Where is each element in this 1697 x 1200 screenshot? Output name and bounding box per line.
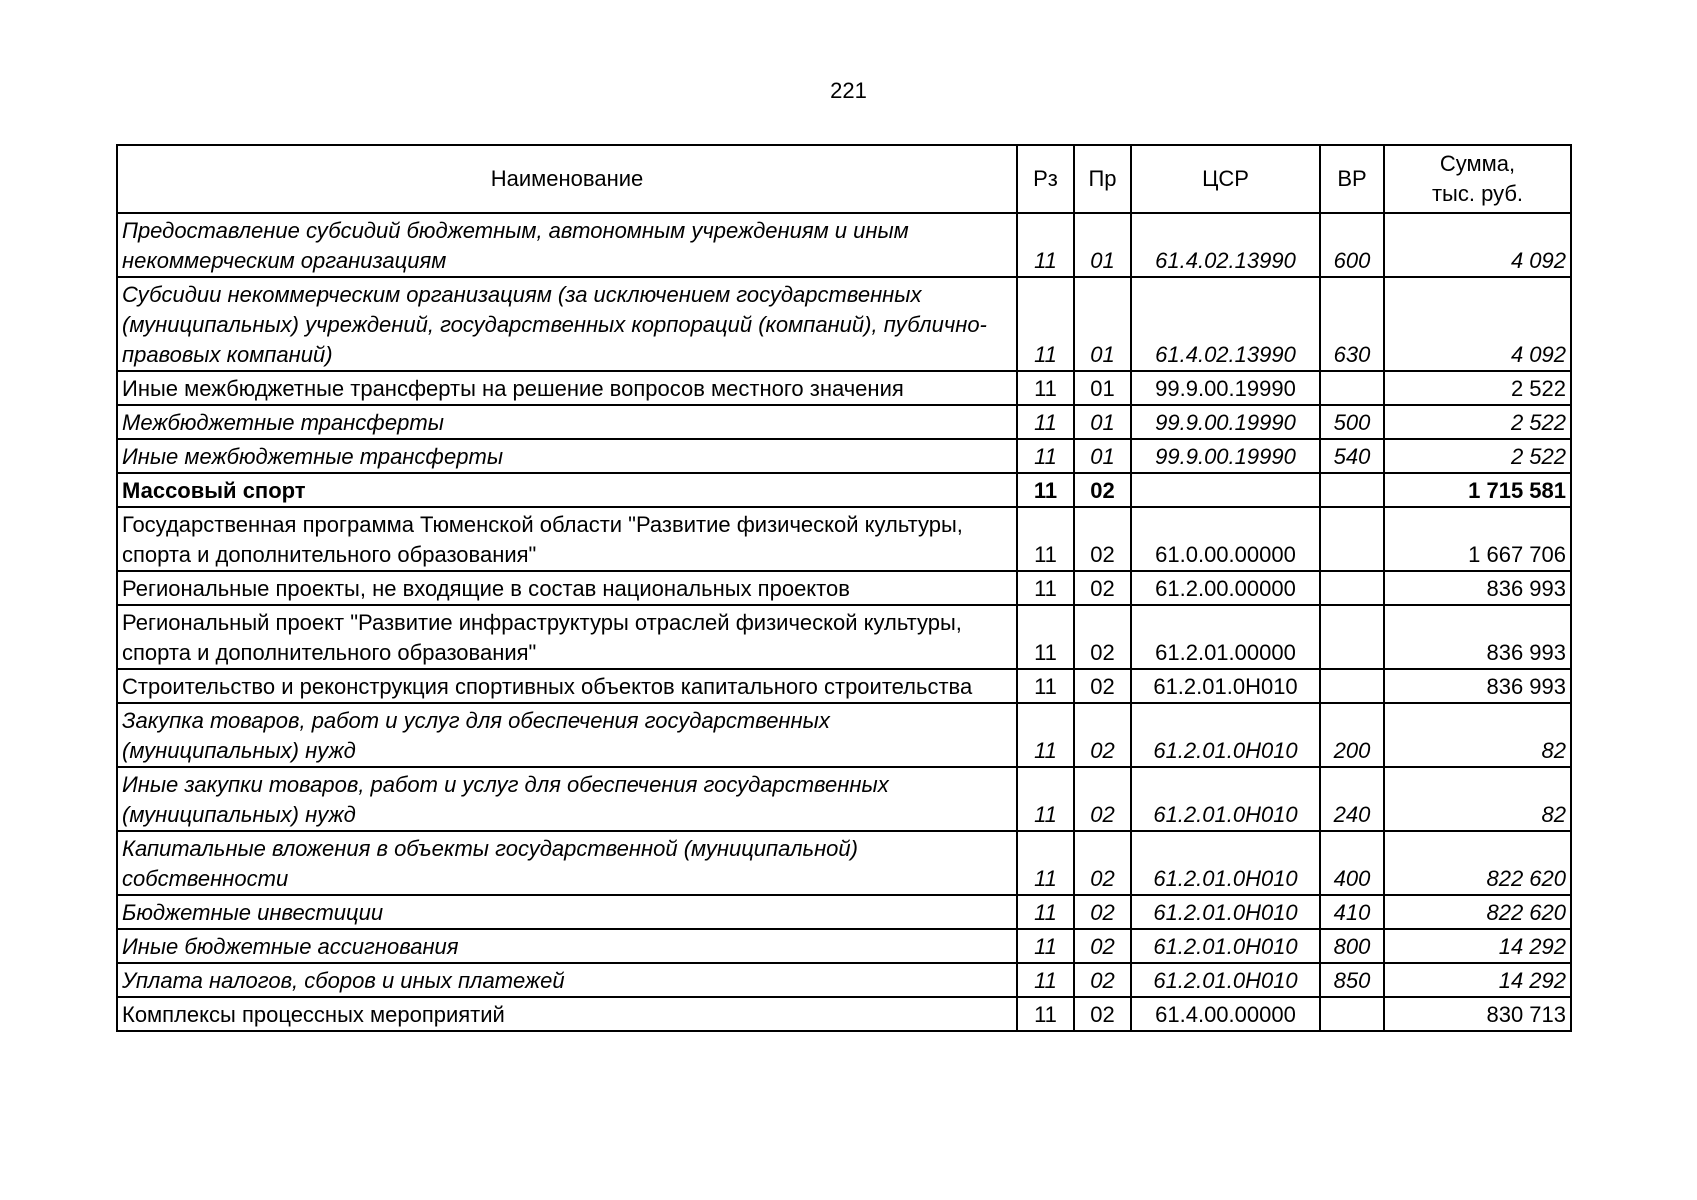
table-header-row xyxy=(117,145,1571,213)
cell-rz: 11 xyxy=(1017,963,1074,997)
table-row xyxy=(117,473,1571,507)
cell-name: Иные бюджетные ассигнования xyxy=(117,929,1017,963)
budget-table xyxy=(116,144,1572,1032)
table-row xyxy=(117,213,1571,277)
cell-name: Межбюджетные трансферты xyxy=(117,405,1017,439)
cell-rz: 11 xyxy=(1017,571,1074,605)
cell-rz: 11 xyxy=(1017,405,1074,439)
cell-pr: 02 xyxy=(1074,767,1131,831)
cell-name: Региональный проект "Развитие инфраструктуры отраслей физической культуры, спорта и дополнительного образования" xyxy=(117,605,1017,669)
cell-sum: 1 715 581 xyxy=(1384,473,1571,507)
cell-sum: 2 522 xyxy=(1384,405,1571,439)
cell-sum: 4 092 xyxy=(1384,277,1571,371)
cell-name: Бюджетные инвестиции xyxy=(117,895,1017,929)
cell-name: Уплата налогов, сборов и иных платежей xyxy=(117,963,1017,997)
cell-vr xyxy=(1320,669,1384,703)
cell-pr: 02 xyxy=(1074,831,1131,895)
table-row xyxy=(117,371,1571,405)
table-row xyxy=(117,669,1571,703)
cell-pr: 01 xyxy=(1074,277,1131,371)
header-sum-line2: тыс. руб. xyxy=(1431,181,1524,206)
cell-pr: 02 xyxy=(1074,963,1131,997)
cell-vr: 240 xyxy=(1320,767,1384,831)
cell-sum: 82 xyxy=(1384,703,1571,767)
cell-sum: 836 993 xyxy=(1384,571,1571,605)
cell-csr: 61.2.00.00000 xyxy=(1131,571,1320,605)
cell-pr: 02 xyxy=(1074,473,1131,507)
cell-pr: 02 xyxy=(1074,507,1131,571)
cell-csr: 61.2.01.0Н010 xyxy=(1131,669,1320,703)
cell-vr: 400 xyxy=(1320,831,1384,895)
cell-rz: 11 xyxy=(1017,605,1074,669)
cell-name: Массовый спорт xyxy=(117,473,1017,507)
cell-rz: 11 xyxy=(1017,831,1074,895)
cell-pr: 01 xyxy=(1074,439,1131,473)
header-sum-line1: Сумма, xyxy=(1439,151,1516,176)
cell-vr xyxy=(1320,371,1384,405)
cell-name: Предоставление субсидий бюджетным, автономным учреждениям и иным некоммерческим организациям xyxy=(117,213,1017,277)
cell-vr xyxy=(1320,605,1384,669)
cell-vr: 500 xyxy=(1320,405,1384,439)
cell-vr xyxy=(1320,473,1384,507)
cell-csr: 61.2.01.0Н010 xyxy=(1131,929,1320,963)
header-pr: Пр xyxy=(1074,145,1131,213)
cell-csr: 61.2.01.0Н010 xyxy=(1131,895,1320,929)
cell-vr: 600 xyxy=(1320,213,1384,277)
cell-name: Иные закупки товаров, работ и услуг для обеспечения государственных (муниципальных) нужд xyxy=(117,767,1017,831)
table-row xyxy=(117,605,1571,669)
cell-vr: 800 xyxy=(1320,929,1384,963)
cell-rz: 11 xyxy=(1017,895,1074,929)
cell-pr: 02 xyxy=(1074,703,1131,767)
table-row xyxy=(117,929,1571,963)
cell-csr: 61.4.00.00000 xyxy=(1131,997,1320,1031)
cell-rz: 11 xyxy=(1017,767,1074,831)
cell-pr: 01 xyxy=(1074,371,1131,405)
cell-name: Региональные проекты, не входящие в состав национальных проектов xyxy=(117,571,1017,605)
cell-name: Капитальные вложения в объекты государственной (муниципальной) собственности xyxy=(117,831,1017,895)
cell-pr: 02 xyxy=(1074,929,1131,963)
cell-sum: 822 620 xyxy=(1384,831,1571,895)
cell-rz: 11 xyxy=(1017,473,1074,507)
cell-name: Субсидии некоммерческим организациям (за исключением государственных (муниципальных) учреждений, государственных корпораций (компаний), публично-правовых компаний) xyxy=(117,277,1017,371)
table-row xyxy=(117,405,1571,439)
table-row xyxy=(117,277,1571,371)
cell-name: Строительство и реконструкция спортивных объектов капитального строительства xyxy=(117,669,1017,703)
cell-csr: 61.2.01.00000 xyxy=(1131,605,1320,669)
cell-pr: 02 xyxy=(1074,605,1131,669)
table-row xyxy=(117,703,1571,767)
cell-rz: 11 xyxy=(1017,213,1074,277)
cell-csr: 61.2.01.0Н010 xyxy=(1131,963,1320,997)
cell-vr xyxy=(1320,571,1384,605)
cell-sum: 1 667 706 xyxy=(1384,507,1571,571)
cell-vr xyxy=(1320,507,1384,571)
cell-rz: 11 xyxy=(1017,439,1074,473)
cell-sum: 2 522 xyxy=(1384,371,1571,405)
cell-csr: 61.2.01.0Н010 xyxy=(1131,831,1320,895)
cell-name: Закупка товаров, работ и услуг для обеспечения государственных (муниципальных) нужд xyxy=(117,703,1017,767)
table-row xyxy=(117,439,1571,473)
cell-vr: 410 xyxy=(1320,895,1384,929)
cell-sum: 830 713 xyxy=(1384,997,1571,1031)
cell-pr: 01 xyxy=(1074,405,1131,439)
cell-csr: 99.9.00.19990 xyxy=(1131,405,1320,439)
header-rz: Рз xyxy=(1017,145,1074,213)
table-row xyxy=(117,507,1571,571)
cell-name: Государственная программа Тюменской области "Развитие физической культуры, спорта и дополнительного образования" xyxy=(117,507,1017,571)
cell-pr: 02 xyxy=(1074,997,1131,1031)
cell-pr: 02 xyxy=(1074,571,1131,605)
cell-csr: 99.9.00.19990 xyxy=(1131,371,1320,405)
cell-sum: 836 993 xyxy=(1384,669,1571,703)
cell-vr: 200 xyxy=(1320,703,1384,767)
cell-rz: 11 xyxy=(1017,703,1074,767)
cell-vr: 630 xyxy=(1320,277,1384,371)
cell-pr: 02 xyxy=(1074,895,1131,929)
header-csr: ЦСР xyxy=(1131,145,1320,213)
cell-sum: 4 092 xyxy=(1384,213,1571,277)
table-row xyxy=(117,831,1571,895)
cell-rz: 11 xyxy=(1017,929,1074,963)
cell-sum: 82 xyxy=(1384,767,1571,831)
cell-vr: 850 xyxy=(1320,963,1384,997)
cell-sum: 2 522 xyxy=(1384,439,1571,473)
header-sum xyxy=(1384,145,1571,213)
cell-rz: 11 xyxy=(1017,277,1074,371)
cell-csr: 61.4.02.13990 xyxy=(1131,277,1320,371)
cell-name: Иные межбюджетные трансферты xyxy=(117,439,1017,473)
header-vr: ВР xyxy=(1320,145,1384,213)
cell-sum: 836 993 xyxy=(1384,605,1571,669)
page-number: 221 xyxy=(830,78,867,103)
cell-csr: 61.4.02.13990 xyxy=(1131,213,1320,277)
cell-sum: 14 292 xyxy=(1384,929,1571,963)
cell-sum: 822 620 xyxy=(1384,895,1571,929)
table-row xyxy=(117,571,1571,605)
cell-vr: 540 xyxy=(1320,439,1384,473)
cell-pr: 01 xyxy=(1074,213,1131,277)
cell-rz: 11 xyxy=(1017,997,1074,1031)
cell-rz: 11 xyxy=(1017,371,1074,405)
cell-rz: 11 xyxy=(1017,669,1074,703)
cell-pr: 02 xyxy=(1074,669,1131,703)
cell-name: Комплексы процессных мероприятий xyxy=(117,997,1017,1031)
cell-sum: 14 292 xyxy=(1384,963,1571,997)
cell-csr: 99.9.00.19990 xyxy=(1131,439,1320,473)
table-row xyxy=(117,963,1571,997)
table-row xyxy=(117,767,1571,831)
cell-vr xyxy=(1320,997,1384,1031)
cell-csr: 61.0.00.00000 xyxy=(1131,507,1320,571)
table-body xyxy=(117,213,1571,1031)
cell-rz: 11 xyxy=(1017,507,1074,571)
header-name: Наименование xyxy=(117,145,1017,213)
cell-csr: 61.2.01.0Н010 xyxy=(1131,767,1320,831)
table-row xyxy=(117,895,1571,929)
cell-name: Иные межбюджетные трансферты на решение вопросов местного значения xyxy=(117,371,1017,405)
cell-csr: 61.2.01.0Н010 xyxy=(1131,703,1320,767)
table-row xyxy=(117,997,1571,1031)
cell-csr xyxy=(1131,473,1320,507)
